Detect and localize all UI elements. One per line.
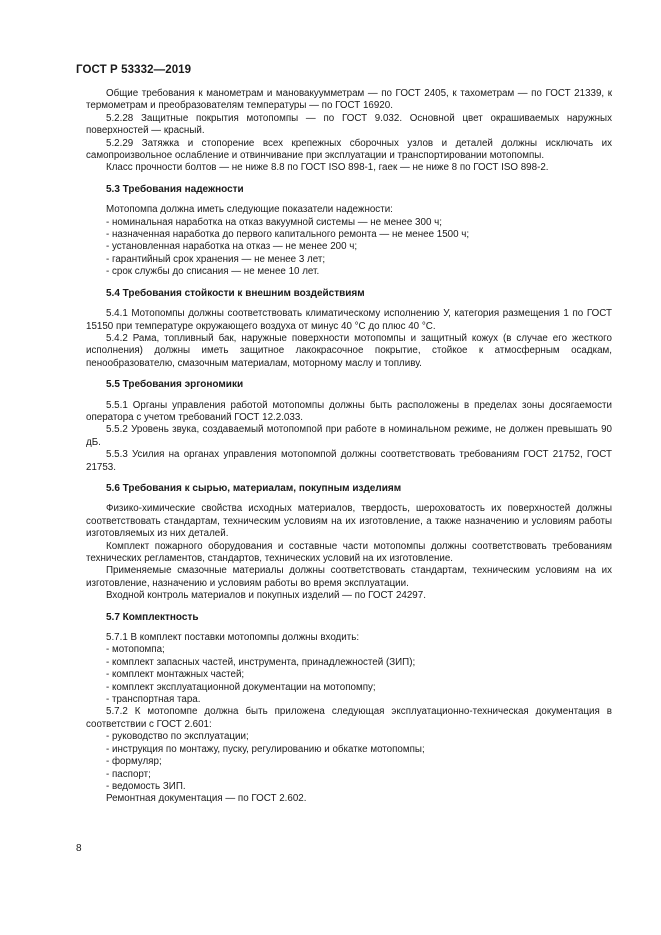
paragraph: 5.4.1 Мотопомпы должны соответствовать климатическому исполнению У, категория размещения 1 по ГОСТ 15150 при температуре окружающего воздуха от минус 40 °С до плюс 40 °С. [86,308,612,332]
list-item: - руководство по эксплуатации; [106,731,249,743]
section-heading: 5.5 Требования эргономики [106,379,244,391]
list-item: - мотопомпа; [106,644,165,656]
list-item: - инструкция по монтажу, пуску, регулированию и обкатке мотопомпы; [106,743,425,755]
paragraph: Применяемые смазочные материалы должны соответствовать стандартам, техническим условиям на их изготовление, назначению и условиям работы во время эксплуатации. [86,565,612,589]
list-item: - комплект эксплуатационной документации на мотопомпу; [106,681,376,693]
list-item: - транспортная тара. [106,694,201,706]
list-item: - формуляр; [106,756,162,768]
paragraph: Класс прочности болтов — не ниже 8.8 по ГОСТ ISO 898-1, гаек — не ниже 8 по ГОСТ ISO 898-2. [106,162,549,174]
list-item: - срок службы до списания — не менее 10 лет. [106,266,320,278]
paragraph: 5.5.2 Уровень звука, создаваемый мотопомпой при работе в номинальном режиме, не должен превышать 90 дБ. [86,424,612,448]
list-item: - паспорт; [106,768,151,780]
list-item: - гарантийный срок хранения — не менее 3 лет; [106,253,326,265]
paragraph: 5.4.2 Рама, топливный бак, наружные поверхности мотопомпы и защитный кожух (в случае его жесткого исполнения) должны иметь защитное лакокрасочное покрытие, стойкое к атмосферным осадкам, пенообразователю, смазочным материалам, моторному маслу и топливу. [86,332,612,369]
paragraph: Мотопомпа должна иметь следующие показатели надежности: [106,204,393,216]
paragraph: 5.5.3 Усилия на органах управления мотопомпой должны соответствовать требованиям ГОСТ 21752, ГОСТ 21753. [86,449,612,473]
standard-header: ГОСТ Р 53332—2019 [76,64,192,76]
paragraph: 5.2.29 Затяжка и стопорение всех крепежных сборочных узлов и деталей должны исключать их самопроизвольное ослабление и отвинчивание при эксплуатации и транспортировании мотопомпы. [86,137,612,162]
page-number: 8 [76,843,82,854]
list-item: - назначенная наработка до первого капитального ремонта — не менее 1500 ч; [106,229,470,241]
paragraph: 5.7.1 В комплект поставки мотопомпы должны входить: [106,632,360,644]
list-item: - ведомость ЗИП. [106,780,186,792]
paragraph: Ремонтная документация — по ГОСТ 2.602. [106,793,307,805]
section-heading: 5.3 Требования надежности [106,183,244,195]
list-item: - номинальная наработка на отказ вакуумной системы — не менее 300 ч; [106,216,442,228]
paragraph: 5.5.1 Органы управления работой мотопомпы должны быть расположены в пределах зоны досягаемости оператора с учетом требований ГОСТ 12.2.033. [86,399,612,423]
paragraph: 5.7.2 К мотопомпе должна быть приложена следующая эксплуатационно-техническая документация в соответствии с ГОСТ 2.601: [86,706,612,730]
paragraph: Общие требования к манометрам и мановакуумметрам — по ГОСТ 2405, к тахометрам — по ГОСТ 21339, к термометрам и преобразователям температуры — по ГОСТ 16920. [86,88,612,112]
paragraph: 5.2.28 Защитные покрытия мотопомпы — по ГОСТ 9.032. Основной цвет окрашиваемых наружных поверхностей — красный. [86,112,612,137]
list-item: - установленная наработка на отказ — не менее 200 ч; [106,241,358,253]
paragraph: Физико-химические свойства исходных материалов, твердость, шероховатость их поверхностей должны соответствовать стандартам, техническим условиям на их изготовление, а также назначению и условиям работы изготовляемых из них деталей. [86,503,612,540]
list-item: - комплект монтажных частей; [106,669,245,681]
section-heading: 5.4 Требования стойкости к внешним воздействиям [106,287,365,299]
page-content [86,88,612,806]
section-heading: 5.6 Требования к сырью, материалам, покупным изделиям [106,482,402,494]
paragraph: Комплект пожарного оборудования и составные части мотопомпы должны соответствовать требованиям технических регламентов, стандартов, технических условий на их изготовление. [86,540,612,564]
section-heading: 5.7 Комплектность [106,611,199,623]
paragraph: Входной контроль материалов и покупных изделий — по ГОСТ 24297. [106,590,426,602]
list-item: - комплект запасных частей, инструмента, принадлежностей (ЗИП); [106,656,416,668]
